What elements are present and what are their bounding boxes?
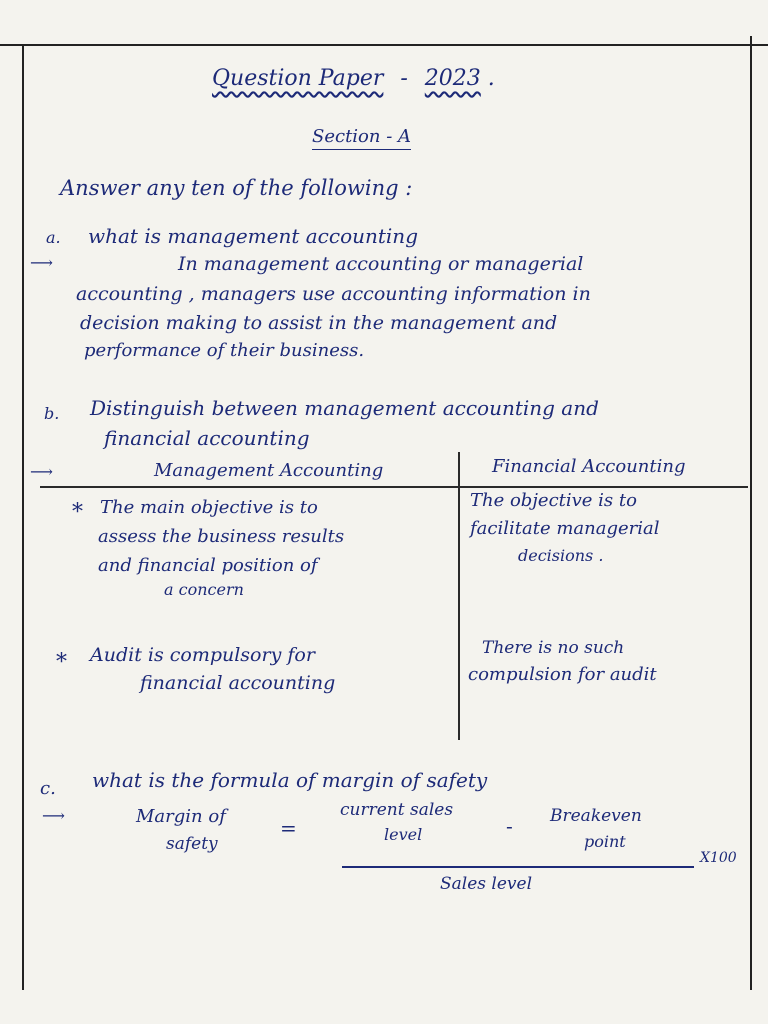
question-a-text: what is management accounting [88, 224, 418, 248]
row-2-right-line-1: There is no such [482, 638, 625, 658]
question-b-label: b. [44, 404, 60, 423]
row-1-left-line-1: The main objective is to [100, 497, 318, 518]
answer-arrow-icon: ⟶ [30, 253, 53, 272]
row-1-left-line-4: a concern [164, 580, 244, 599]
row-1-left-line-3: and financial position of [98, 555, 318, 576]
section-heading: Section - A [312, 126, 411, 150]
formula-lhs-line-1: Margin of [136, 806, 226, 827]
formula-equals: = [280, 816, 297, 840]
row-2-right-line-2: compulsion for audit [468, 664, 657, 685]
row-2-left-line-1: Audit is compulsory for [90, 644, 315, 666]
fraction-bar [342, 866, 694, 868]
table-arrow-icon: ⟶ [30, 462, 53, 481]
col-header-management: Management Accounting [154, 460, 384, 481]
row-1-right-line-2: facilitate managerial [470, 518, 660, 539]
row-1-right-line-1: The objective is to [470, 490, 637, 511]
formula-multiplier: X100 [700, 850, 737, 866]
row-1-left-line-2: assess the business results [98, 526, 345, 547]
page-title [212, 66, 495, 91]
title-dot: . [487, 66, 495, 91]
col-header-financial: Financial Accounting [492, 456, 686, 477]
formula-arrow-icon: ⟶ [42, 806, 65, 825]
formula-denominator: Sales level [440, 874, 533, 894]
title-text: Question Paper [212, 66, 384, 91]
numerator-left-line-2: level [384, 825, 423, 844]
question-a-answer-line-2: accounting , managers use accounting information in [76, 283, 591, 305]
question-a-answer-line-4: performance of their business. [84, 340, 365, 361]
top-border [0, 44, 768, 46]
row-1-right-line-3: decisions . [518, 546, 604, 565]
formula-lhs-line-2: safety [166, 834, 218, 854]
numerator-right-line-1: Breakeven [550, 806, 642, 826]
row-1-bullet: * [72, 500, 83, 525]
right-margin-line [750, 36, 752, 990]
row-2-bullet: * [56, 650, 67, 675]
question-a-answer-line-3: decision making to assist in the management and [80, 312, 558, 334]
table-column-divider [458, 452, 460, 740]
question-b-line-2: financial accounting [104, 426, 310, 450]
table-header-rule [40, 486, 748, 488]
question-b-line-1: Distinguish between management accounting and [90, 396, 599, 420]
instruction-text: Answer any ten of the following : [60, 176, 413, 200]
question-c-label: c. [40, 778, 56, 799]
left-margin-line [22, 44, 24, 990]
numerator-left-line-1: current sales [340, 800, 454, 820]
title-dash: - [400, 66, 408, 91]
title-year: 2023 [424, 66, 481, 91]
question-a-label: a. [46, 228, 61, 247]
row-2-left-line-2: financial accounting [140, 672, 336, 694]
numerator-right-line-2: point [584, 832, 626, 851]
question-c-text: what is the formula of margin of safety [92, 768, 488, 792]
question-a-answer-line-1: In management accounting or managerial [178, 253, 584, 275]
formula-minus: - [506, 814, 513, 838]
